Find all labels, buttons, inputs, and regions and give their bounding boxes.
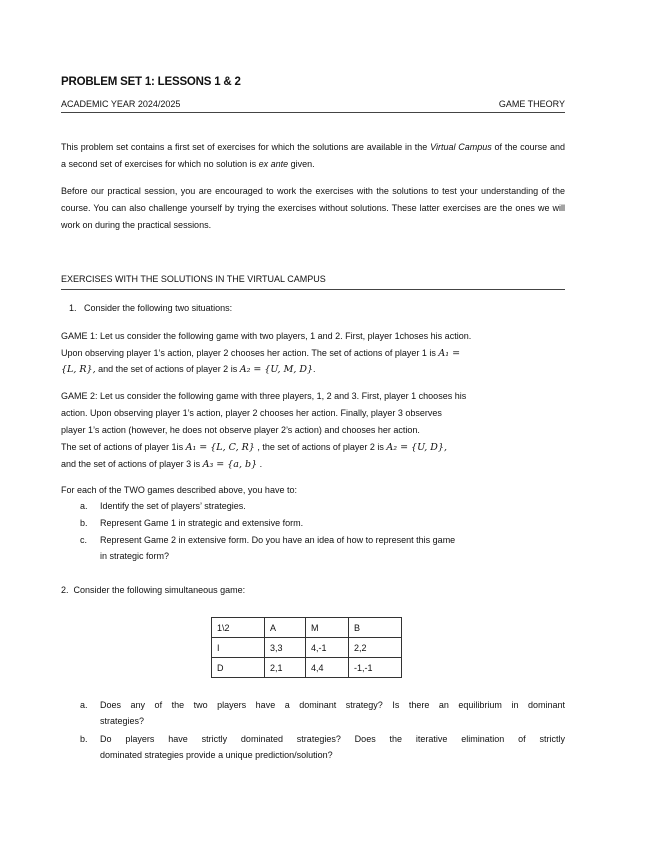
math-a2: A₂ = {U, D},	[386, 442, 447, 453]
exercise-number: 2.	[61, 585, 69, 595]
academic-year: ACADEMIC YEAR 2024/2025	[61, 99, 181, 109]
question-b-line-2: dominated strategies provide a unique prediction/solution?	[100, 750, 333, 760]
exercise-text: Consider the following two situations:	[84, 303, 233, 313]
game2-line-1: GAME 2: Let us consider the following game with three players, 1, 2 and 3. First, player 1 chooses his	[61, 391, 467, 401]
list-text: Identify the set of players’ strategies.	[100, 501, 246, 511]
section-title: EXERCISES WITH THE SOLUTIONS IN THE VIRTUAL CAMPUS	[61, 274, 326, 284]
table-cell: 4,4	[306, 658, 349, 678]
game2-line-3: player 1’s action (however, he does not observe player 2’s action) and chooses her action.	[61, 425, 420, 435]
table-cell: I	[212, 638, 265, 658]
table-cell: 1\2	[212, 618, 265, 638]
section-divider	[61, 289, 565, 290]
math-a1: A₁ =	[438, 348, 461, 359]
exercise-1-heading	[69, 300, 232, 316]
question-b-label: b.	[80, 734, 88, 744]
task-a	[80, 498, 246, 514]
table-cell: D	[212, 658, 265, 678]
task-c	[80, 532, 456, 548]
table-cell: M	[306, 618, 349, 638]
intro-paragraph-2: Before our practical session, you are encouraged to work the exercises with the solutions to test your understanding of the course. You can also challenge yourself by trying the exercises without solutions. These latter exercises are the ones we will work on during the practical sessions.	[61, 186, 565, 230]
game1-line-3	[61, 361, 316, 378]
table-cell: 4,-1	[306, 638, 349, 658]
intro-text: This problem set contains a first set of exercises for which the solutions are available in the	[61, 142, 431, 152]
task-c-continued: in strategic form?	[100, 551, 170, 561]
question-a-line-1: Does any of the two players have a dominant strategy? Is there an equilibrium in dominant	[100, 700, 565, 710]
game2-text: .	[257, 459, 263, 469]
subheader	[61, 99, 565, 109]
game1-text: .	[313, 364, 316, 374]
list-label: a.	[80, 501, 88, 511]
question-a-label: a.	[80, 700, 88, 710]
table-row	[212, 638, 402, 658]
table-cell: 2,1	[265, 658, 306, 678]
exercise-2-heading	[61, 582, 245, 598]
intro-paragraph-1	[61, 139, 565, 173]
table-cell: -1,-1	[349, 658, 402, 678]
game2-line-5	[61, 456, 262, 473]
list-text: Represent Game 1 in strategic and extensive form.	[100, 518, 304, 528]
game2-line-4	[61, 439, 447, 456]
table-row	[212, 658, 402, 678]
table-cell: 3,3	[265, 638, 306, 658]
table-cell: B	[349, 618, 402, 638]
list-label: c.	[80, 535, 88, 545]
table-cell: A	[265, 618, 306, 638]
table-header-row	[212, 618, 402, 638]
math-a3: A₃ = {a, b}	[202, 459, 258, 470]
payoff-matrix	[211, 617, 402, 678]
list-text: Represent Game 2 in extensive form. Do you have an idea of how to represent this game	[100, 535, 456, 545]
exercise-text: Consider the following simultaneous game:	[73, 585, 246, 595]
ex-ante-emphasis: ex ante	[258, 159, 289, 169]
game2-text: , the set of actions of player 2 is	[254, 442, 387, 452]
list-label: b.	[80, 518, 88, 528]
question-b-line-1: Do players have strictly dominated strategies? Does the iterative elimination of strictly	[100, 734, 565, 744]
game2-text: and the set of actions of player 3 is	[61, 459, 203, 469]
task-intro: For each of the TWO games described above, you have to:	[61, 485, 297, 495]
math-a1: A₁ = {L, C, R}	[185, 442, 255, 453]
question-a-line-2: strategies?	[100, 716, 145, 726]
intro-text: given.	[288, 159, 315, 169]
math-a2: A₂ = {U, M, D}	[239, 364, 314, 375]
header-divider	[61, 112, 565, 113]
virtual-campus-emphasis: Virtual Campus	[430, 142, 492, 152]
table-cell: 2,2	[349, 638, 402, 658]
game1-line-1: GAME 1: Let us consider the following game with two players, 1 and 2. First, player 1choses his action.	[61, 331, 472, 341]
game1-text: and the set of actions of player 2 is	[95, 364, 240, 374]
problem-set-title: PROBLEM SET 1: LESSONS 1 & 2	[61, 76, 241, 88]
math-set-lr: {L, R},	[61, 364, 96, 375]
course-name: GAME THEORY	[498, 99, 565, 109]
game1-text: Upon observing player 1’s action, player 2 chooses her action. The set of actions of player 1 is	[61, 348, 439, 358]
game2-line-2: action. Upon observing player 1’s action, player 2 chooses her action. Finally, player 3 observes	[61, 408, 442, 418]
game2-text: The set of actions of player 1is	[61, 442, 186, 452]
game1-line-2	[61, 345, 460, 362]
exercise-number: 1.	[69, 303, 77, 313]
intro-text: of the course and a second set of exercises for which no solution is	[61, 142, 565, 169]
task-b	[80, 515, 304, 531]
